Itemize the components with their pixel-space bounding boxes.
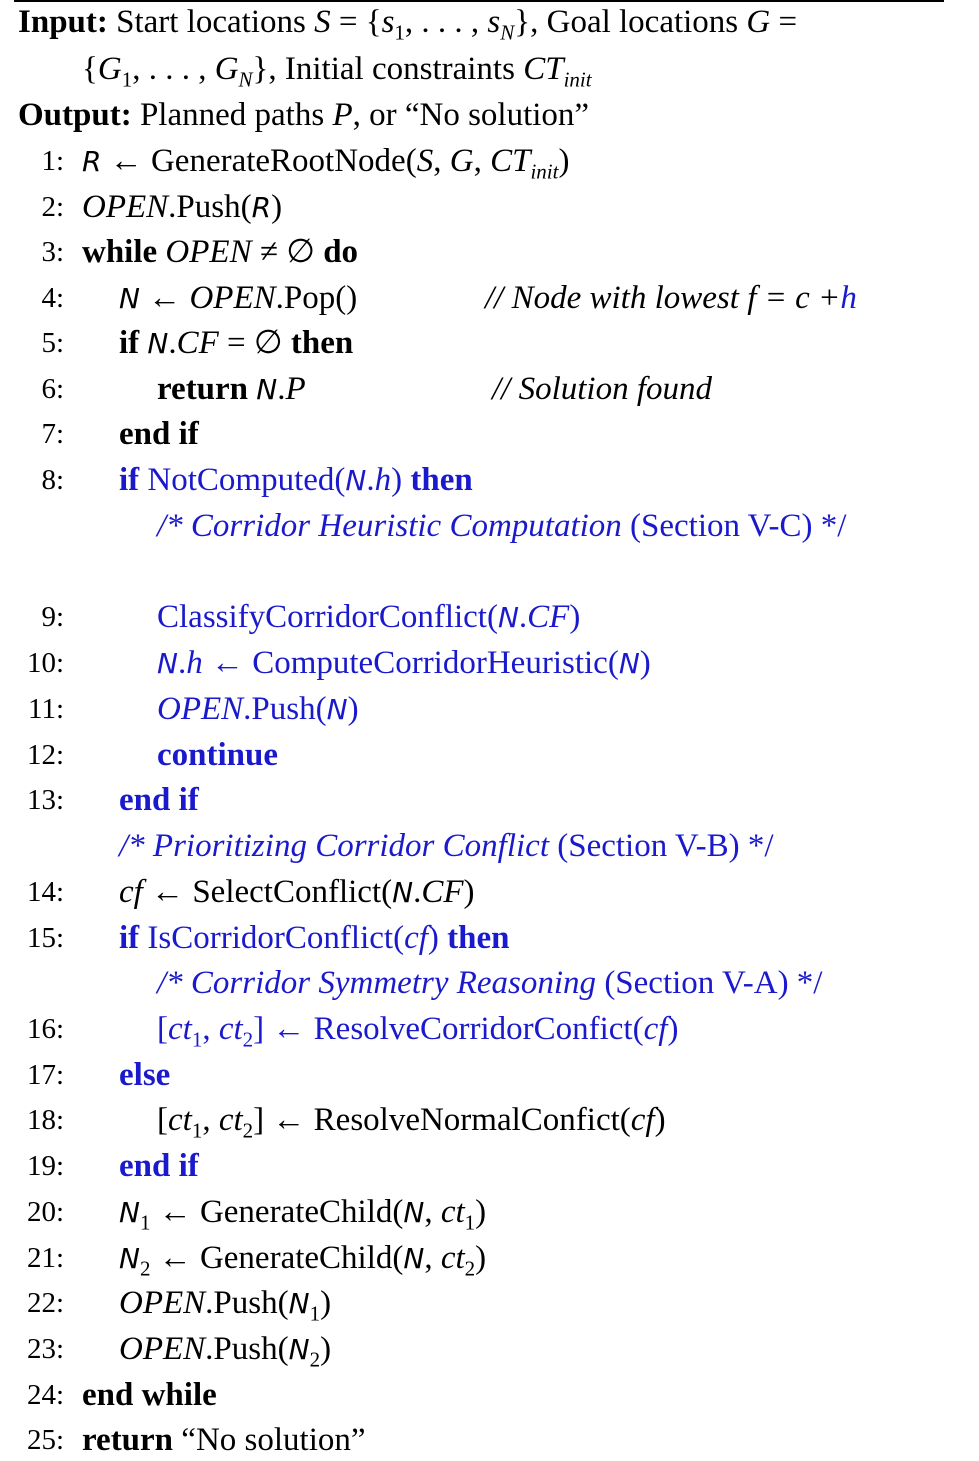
input-line-cont: {$G_1$, . . . , $G_N$}, Initial constraints $CT_{init}$ [82, 51, 592, 92]
comment-solution-found: // Solution found [492, 371, 713, 407]
line-number: 16: [26, 1013, 64, 1045]
input-start-text: Start locations [116, 4, 306, 40]
line-number: 2: [41, 191, 64, 223]
output-line: Output: Planned paths P, or “No solution” [18, 97, 590, 133]
line-number: 23: [26, 1333, 64, 1365]
line-number: 11: [28, 693, 64, 725]
line-number: 9: [41, 601, 64, 633]
line-number: 22: [26, 1287, 64, 1319]
line-number: 19: [26, 1150, 64, 1182]
line-number: 3: [41, 236, 64, 268]
input-goal-text: Goal locations [546, 4, 739, 40]
line-number: 5: [41, 327, 64, 359]
line-number: 15: [26, 922, 64, 954]
line-number: 17: [26, 1059, 64, 1091]
line-number: 20: [26, 1196, 64, 1228]
line-number: 6: [41, 373, 64, 405]
output-or: , or “No solution” [352, 97, 590, 133]
line-number: 25: [26, 1424, 64, 1456]
line-number: 10: [26, 647, 64, 679]
line-number: 14: [26, 876, 64, 908]
fn-generate-root: GenerateRootNode [150, 143, 406, 179]
output-text: Planned paths [139, 97, 325, 133]
algorithm-block: Input: Start locations $S = \{s_1$, . . . , $s_N$}, Goal locations G = {$G_1$, . . . , $G_N$}, Initial constraints $CT_{init}$ Output: Planned paths P, or “No solution” 1: R ← GenerateRootNode(S, G, $CT_{init}$) 2: OPEN.Push(R) 3: while OPEN ≠ ∅ do 4: N ← OPEN.Pop() // Node with lowest f = c +h 5: if N.CF = ∅ then 6: return N.P // Solution found 7: end if 8: if NotComputed(N.h) then /* Corridor Heuristic Computation (Section V-C) */ 9: ClassifyCorridorConflict(N.CF) 10: N.h ← ComputeCorridorHeuristic(N) 11: OPEN.Push(N) 12: continue 13: end if /* Prioritizing Corridor Conflict (Section V-B) */ 14: cf ← SelectConflict(N.CF) 15: if IsCorridorConflict(cf) then /* Corridor Symmetry Reasoning (Section V-A) */ 16: [$ct_1$, $ct_2$] ← ResolveCorridorConfict(cf) 17: else 18: [$ct_1$, $ct_2$] ← ResolveNormalConfict(cf) 19: end if 20: $N_1$ ← GenerateChild(N, $ct_1$) 21: $N_2$ ← GenerateChild(N, $ct_2$) 22: $OPEN.Push(N_1)$ 23: $OPEN.Push(N_2)$ 24: end while 25: return “No solution” [0, 0, 979, 1461]
line-number: 21: [26, 1242, 64, 1274]
input-constraints-text: Initial constraints [284, 51, 515, 87]
input-line: Input: Start locations $S = \{s_1$, . . . , $s_N$}, Goal locations G = [18, 4, 798, 45]
line-number: 12: [26, 739, 64, 771]
line-number: 1: [41, 145, 64, 177]
output-label: Output: [18, 97, 132, 133]
comment-lowest-f: // Node with lowest [485, 280, 739, 316]
line-number: 18: [26, 1104, 64, 1136]
line-number: 13: [26, 784, 64, 816]
line-number: 7: [41, 418, 64, 450]
line-number: 8: [41, 464, 64, 496]
line-number: 24: [26, 1379, 64, 1411]
input-label: Input: [18, 4, 108, 40]
line-number: 4: [41, 282, 64, 314]
